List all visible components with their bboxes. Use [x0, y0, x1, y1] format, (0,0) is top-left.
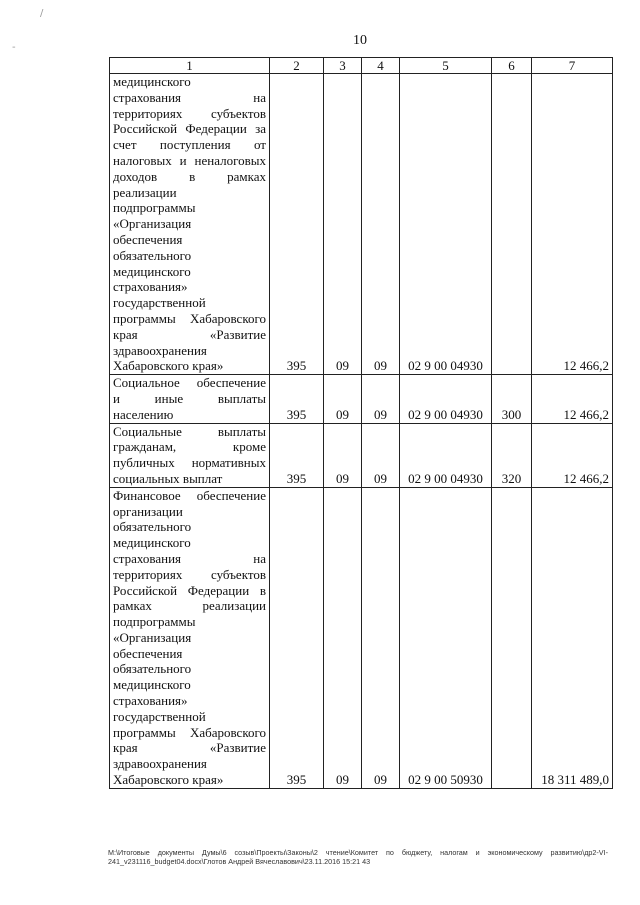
header-col-6: 6	[492, 58, 532, 74]
description-line: страхования на	[113, 550, 266, 566]
row-description	[110, 375, 270, 423]
description-line: населению	[113, 406, 174, 422]
description-line: края «Развитие	[113, 326, 266, 342]
description-line: территориях субъектов	[113, 566, 266, 582]
header-col-7: 7	[532, 58, 613, 74]
description-line: территориях субъектов	[113, 105, 266, 121]
budget-table	[109, 57, 613, 789]
description-line: медицинского	[113, 535, 191, 551]
description-line: обязательного	[113, 247, 192, 263]
target-article-code: 02 9 00 04930	[400, 375, 492, 423]
amount: 18 311 489,0	[532, 487, 613, 788]
description-line: реализации	[113, 184, 177, 200]
description-line: гражданам, кроме	[113, 439, 266, 455]
file-path-footer: М:\Итоговые документы Думы\6 созыв\Проекты\Законы\2 чтение\Комитет по бюджету, налогам и экономическому развитию\др2-VI-241_v231116_budget04.docx\Глотов Андрей Вячеславович\23.11.2016 15:21 43	[108, 848, 608, 866]
section-code: 09	[324, 375, 362, 423]
description-line: программы Хабаровского	[113, 724, 266, 740]
target-article-code: 02 9 00 04930	[400, 74, 492, 375]
description-line: Хабаровского края»	[113, 772, 224, 788]
header-row	[110, 58, 613, 74]
admin-code: 395	[270, 74, 324, 375]
header-col-5: 5	[400, 58, 492, 74]
description-line: счет поступления от	[113, 137, 266, 153]
description-line: организации	[113, 503, 183, 519]
target-article-code: 02 9 00 50930	[400, 487, 492, 788]
description-line: Социальные выплаты	[113, 423, 266, 439]
admin-code: 395	[270, 375, 324, 423]
scan-mark: /	[40, 8, 44, 19]
description-line: Хабаровского края»	[113, 358, 224, 374]
description-line: подпрограммы	[113, 614, 196, 630]
description-line: Финансовое обеспечение	[113, 487, 266, 503]
amount: 12 466,2	[532, 423, 613, 487]
subsection-code: 09	[362, 487, 400, 788]
amount: 12 466,2	[532, 74, 613, 375]
description-line: подпрограммы	[113, 200, 196, 216]
table-row	[110, 375, 613, 423]
description-line: программы Хабаровского	[113, 310, 266, 326]
description-line: и иные выплаты	[113, 390, 266, 406]
description-line: налоговых и неналоговых	[113, 152, 266, 168]
row-description	[110, 487, 270, 788]
target-article-code: 02 9 00 04930	[400, 423, 492, 487]
section-code: 09	[324, 487, 362, 788]
row-description	[110, 74, 270, 375]
expense-type-code	[492, 74, 532, 375]
description-line: социальных выплат	[113, 470, 223, 486]
description-line: Российской Федерации в	[113, 582, 266, 598]
description-line: обязательного	[113, 519, 192, 535]
description-line: публичных нормативных	[113, 455, 266, 471]
table-row	[110, 423, 613, 487]
description-line: страхования на	[113, 89, 266, 105]
subsection-code: 09	[362, 74, 400, 375]
description-line: здравоохранения	[113, 342, 207, 358]
description-line: медицинского	[113, 74, 191, 89]
expense-type-code	[492, 487, 532, 788]
description-line: обязательного	[113, 661, 192, 677]
page-number: 10	[353, 33, 367, 48]
description-line: государственной	[113, 708, 206, 724]
description-line: «Организация	[113, 629, 192, 645]
description-line: медицинского	[113, 263, 191, 279]
admin-code: 395	[270, 423, 324, 487]
description-line: государственной	[113, 295, 206, 311]
header-col-2: 2	[270, 58, 324, 74]
scan-mark: -	[12, 42, 16, 53]
description-line: здравоохранения	[113, 756, 207, 772]
subsection-code: 09	[362, 423, 400, 487]
section-code: 09	[324, 423, 362, 487]
description-line: доходов в рамках	[113, 168, 266, 184]
description-line: края «Развитие	[113, 740, 266, 756]
description-line: обеспечения	[113, 645, 183, 661]
header-col-1: 1	[110, 58, 270, 74]
table-row	[110, 487, 613, 788]
row-description	[110, 423, 270, 487]
description-line: «Организация	[113, 216, 192, 232]
admin-code: 395	[270, 487, 324, 788]
description-line: медицинского	[113, 677, 191, 693]
description-line: страхования»	[113, 279, 188, 295]
amount: 12 466,2	[532, 375, 613, 423]
expense-type-code: 320	[492, 423, 532, 487]
section-code: 09	[324, 74, 362, 375]
description-line: Социальное обеспечение	[113, 375, 266, 391]
description-line: рамках реализации	[113, 598, 266, 614]
header-col-3: 3	[324, 58, 362, 74]
description-line: обеспечения	[113, 231, 183, 247]
table-row	[110, 74, 613, 375]
description-line: Российской Федерации за	[113, 121, 266, 137]
description-line: страхования»	[113, 693, 188, 709]
expense-type-code: 300	[492, 375, 532, 423]
subsection-code: 09	[362, 375, 400, 423]
header-col-4: 4	[362, 58, 400, 74]
